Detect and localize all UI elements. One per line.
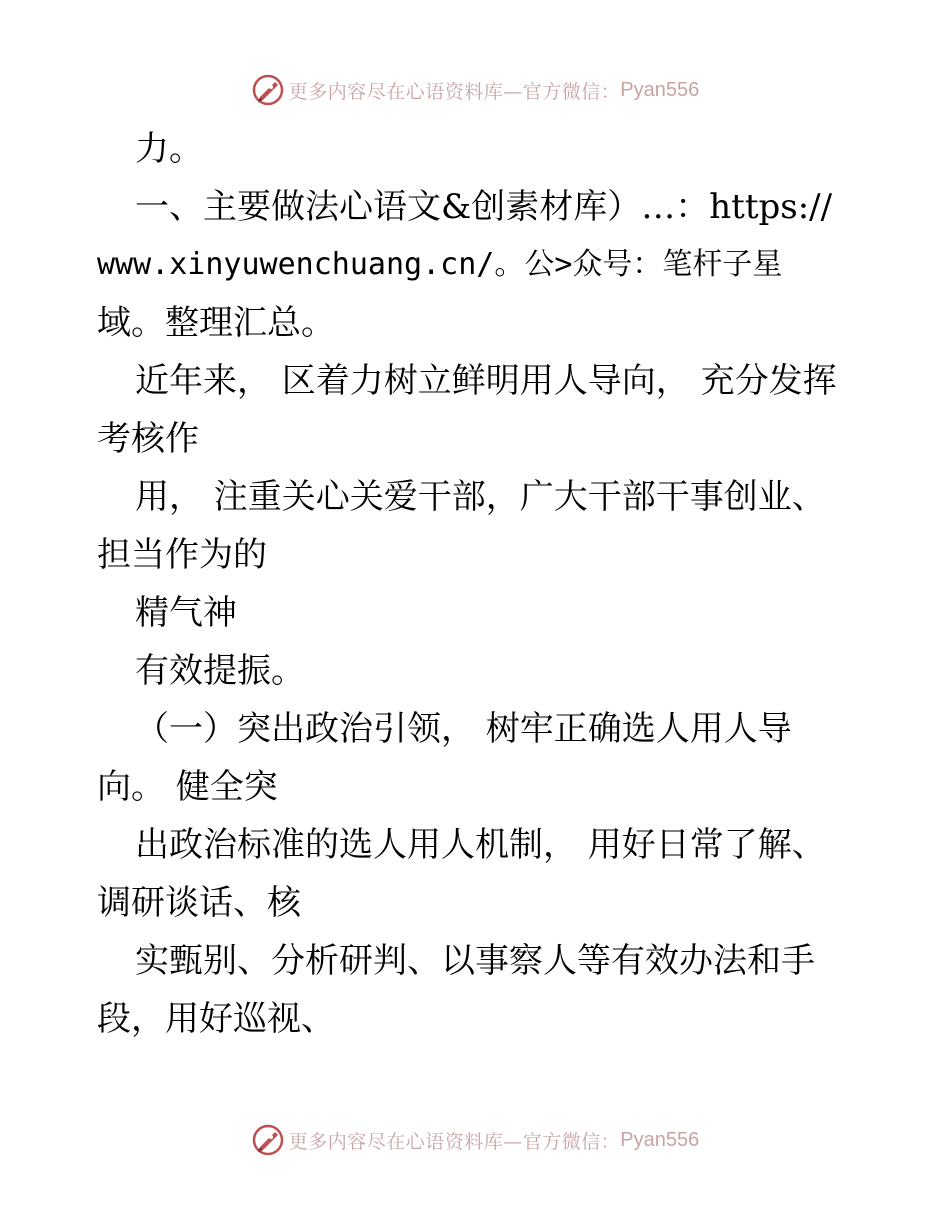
text-line: 一、主要做法心语文&创素材库）…：https:// xyxy=(135,187,833,227)
text-line: 段，用好巡视、 xyxy=(97,999,335,1039)
text-line: （一）突出政治引领， 树牢正确选人用人导 xyxy=(135,709,792,749)
text-line: 有效提振。 xyxy=(135,651,305,691)
pen-logo-icon xyxy=(251,1123,285,1157)
text-line: 担当作为的 xyxy=(97,535,267,575)
footer-watermark xyxy=(0,1122,950,1158)
watermark-text: 更多内容尽在心语资料库—官方微信： xyxy=(288,80,621,103)
text-line: www.xinyuwenchuang.cn/。公>众号：笔杆子星 xyxy=(97,247,783,282)
header-watermark xyxy=(0,72,950,108)
text-line: 出政治标准的选人用人机制， 用好日常了解、 xyxy=(135,825,826,865)
text-line: 域。整理汇总。 xyxy=(97,303,335,343)
document-body xyxy=(97,120,877,1048)
text-line: 向。 健全突 xyxy=(97,767,278,807)
text-line: 力。 xyxy=(135,129,203,169)
watermark-wechat-id: Pyan556 xyxy=(620,1128,700,1151)
watermark-wechat-id: Pyan556 xyxy=(620,78,700,101)
text-line: 调研谈话、核 xyxy=(97,883,301,923)
pen-logo-icon xyxy=(251,73,285,107)
watermark-text: 更多内容尽在心语资料库—官方微信： xyxy=(288,1130,621,1153)
text-line: 考核作 xyxy=(97,419,199,459)
text-line: 用， 注重关心关爱干部，广大干部干事创业、 xyxy=(135,477,826,517)
text-line: 精气神 xyxy=(135,593,237,633)
text-line: 实甄别、分析研判、以事察人等有效办法和手 xyxy=(135,941,815,981)
text-line: 近年来， 区着力树立鲜明用人导向， 充分发挥 xyxy=(135,361,837,401)
